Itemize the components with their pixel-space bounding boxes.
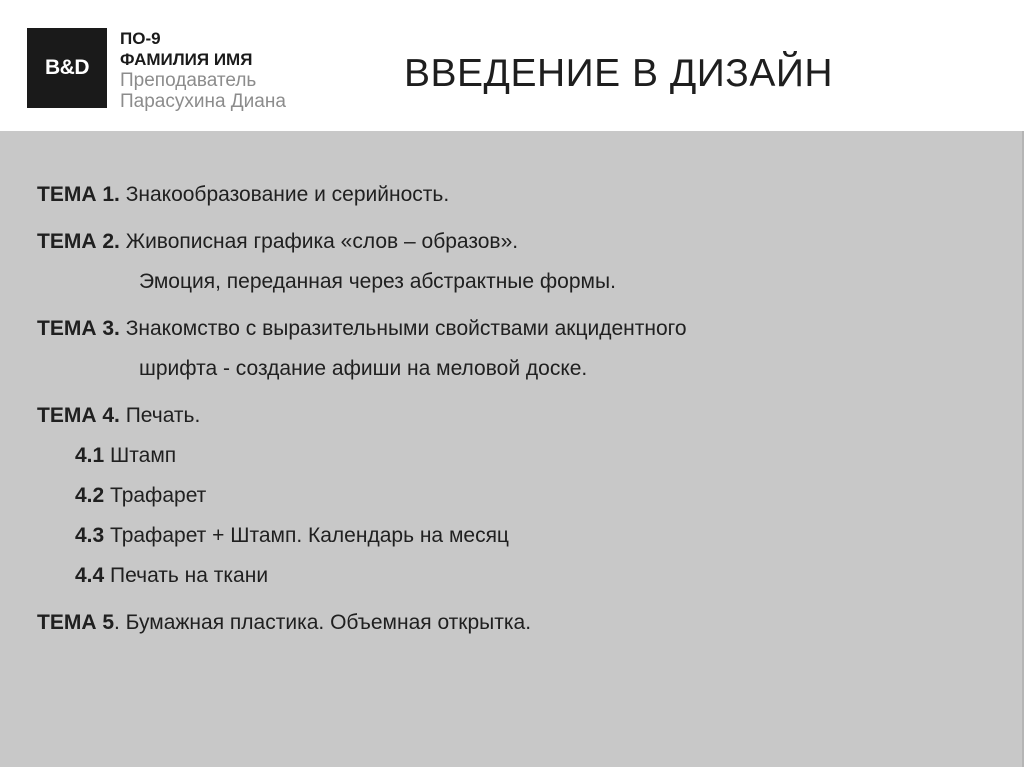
topic-text-continued: Эмоция, переданная через абстрактные формы. [139,270,616,293]
group-label: ПО-9 [120,29,161,48]
subtopic-text: Штамп [110,444,177,467]
author-info [120,28,286,112]
topic-line [37,309,687,349]
topic-label: ТЕМА 1. [37,183,120,206]
topic-line [37,222,687,262]
subtopic-number: 4.2 [75,484,105,507]
topic-text: Знакомство с выразительными свойствами акцидентного [125,317,687,340]
subtopic-item [37,436,687,476]
content-panel [0,131,1024,767]
topic-1 [37,175,687,215]
topic-line [37,175,687,215]
topic-2 [37,222,687,302]
subtopic-number: 4.1 [75,444,105,467]
logo: B&D [27,28,107,108]
subtopic-text: Трафарет + Штамп. Календарь на месяц [110,524,509,547]
topic-list [37,175,687,650]
topic-4 [37,396,687,596]
topic-line [37,396,687,436]
subtopic-number: 4.4 [75,564,105,587]
topic-text: . Бумажная пластика. Объемная открытка. [114,611,532,634]
teacher-label: Преподаватель [120,70,257,91]
subtopic-text: Печать на ткани [110,564,269,587]
teacher-name: Парасухина Диана [120,91,286,112]
subtopic-item [37,556,687,596]
topic-text: Живописная графика «слов – образов». [125,230,519,253]
topic-label: ТЕМА 5 [37,611,115,634]
subtopic-number: 4.3 [75,524,105,547]
topic-line [37,603,687,643]
slide-header [0,0,1024,131]
subtopic-text: Трафарет [110,484,207,507]
topic-label: ТЕМА 3. [37,317,120,340]
topic-5 [37,603,687,643]
subtopic-item [37,476,687,516]
topic-text-continued: шрифта - создание афиши на меловой доске. [139,357,588,380]
topic-label: ТЕМА 2. [37,230,120,253]
slide-title: ВВЕДЕНИЕ В ДИЗАЙН [404,52,834,95]
subtopic-item [37,516,687,556]
topic-text: Печать. [125,404,201,427]
topic-text: Знакообразование и серийность. [125,183,450,206]
topic-3 [37,309,687,389]
student-name: ФАМИЛИЯ ИМЯ [120,50,253,69]
topic-label: ТЕМА 4. [37,404,120,427]
